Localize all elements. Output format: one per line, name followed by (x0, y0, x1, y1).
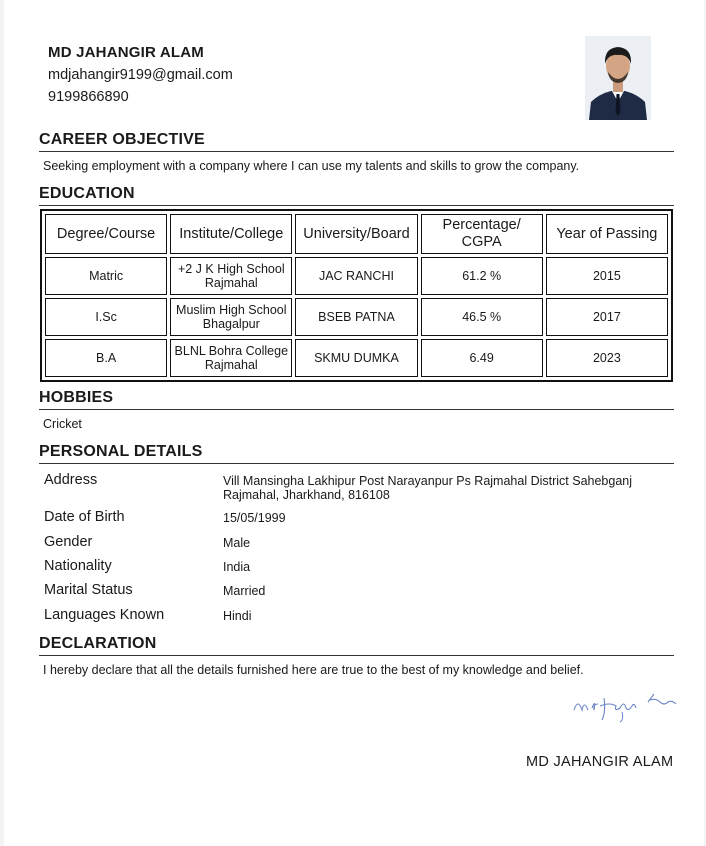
detail-label: Date of Birth (44, 509, 125, 525)
table-cell: BLNL Bohra College Rajmahal (170, 339, 292, 377)
detail-label: Gender (44, 534, 93, 550)
resume-page (4, 0, 704, 846)
table-row (45, 298, 668, 336)
column-header: Year of Passing (546, 214, 668, 254)
profile-photo-image (585, 36, 651, 120)
detail-label: Marital Status (44, 582, 133, 598)
candidate-name: MD JAHANGIR ALAM (48, 44, 204, 61)
detail-value: Male (223, 536, 251, 550)
column-header: Institute/College (170, 214, 292, 254)
table-cell: 2015 (546, 257, 668, 295)
hobbies-text: Cricket (43, 417, 82, 431)
table-cell: 2023 (546, 339, 668, 377)
table-cell: +2 J K High School Rajmahal (170, 257, 292, 295)
table-cell: I.Sc (45, 298, 167, 336)
detail-value: Married (223, 584, 266, 598)
detail-label: Address (44, 472, 98, 488)
career-objective-heading: CAREER OBJECTIVE (39, 131, 674, 152)
career-objective-text: Seeking employment with a company where I can use my talents and skills to grow the company. (43, 159, 580, 173)
detail-value: Vill Mansingha Lakhipur Post Narayanpur Ps Rajmahal District Sahebganj Rajmahal, Jharkhand, 816108 (223, 474, 633, 502)
table-cell: JAC RANCHI (295, 257, 417, 295)
personal-details-heading: PERSONAL DETAILS (39, 443, 674, 464)
table-cell: SKMU DUMKA (295, 339, 417, 377)
education-heading: EDUCATION (39, 185, 674, 206)
table-cell: 6.49 (421, 339, 543, 377)
phone: 9199866890 (48, 89, 129, 105)
detail-label: Languages Known (44, 607, 165, 623)
signature-name: MD JAHANGIR ALAM (526, 754, 674, 770)
declaration-text: I hereby declare that all the details furnished here are true to the best of my knowledge and belief. (43, 663, 584, 677)
table-cell: Muslim High School Bhagalpur (170, 298, 292, 336)
table-cell: 46.5 % (421, 298, 543, 336)
signature-image (570, 690, 678, 724)
table-cell: 2017 (546, 298, 668, 336)
table-row (45, 257, 668, 295)
email: mdjahangir9199@gmail.com (48, 67, 233, 83)
table-row (45, 339, 668, 377)
table-cell: 61.2 % (421, 257, 543, 295)
detail-value: India (223, 560, 251, 574)
profile-photo (585, 36, 651, 120)
detail-value: 15/05/1999 (223, 511, 286, 525)
hobbies-heading: HOBBIES (39, 389, 674, 410)
table-cell: B.A (45, 339, 167, 377)
detail-value: Hindi (223, 609, 252, 623)
table-cell: BSEB PATNA (295, 298, 417, 336)
table-cell: Matric (45, 257, 167, 295)
table-header-row (45, 214, 668, 254)
header (48, 44, 233, 111)
column-header: Percentage/ CGPA (421, 214, 543, 254)
column-header: Degree/Course (45, 214, 167, 254)
column-header: University/Board (295, 214, 417, 254)
detail-label: Nationality (44, 558, 112, 574)
education-table (40, 209, 673, 382)
declaration-heading: DECLARATION (39, 635, 674, 656)
